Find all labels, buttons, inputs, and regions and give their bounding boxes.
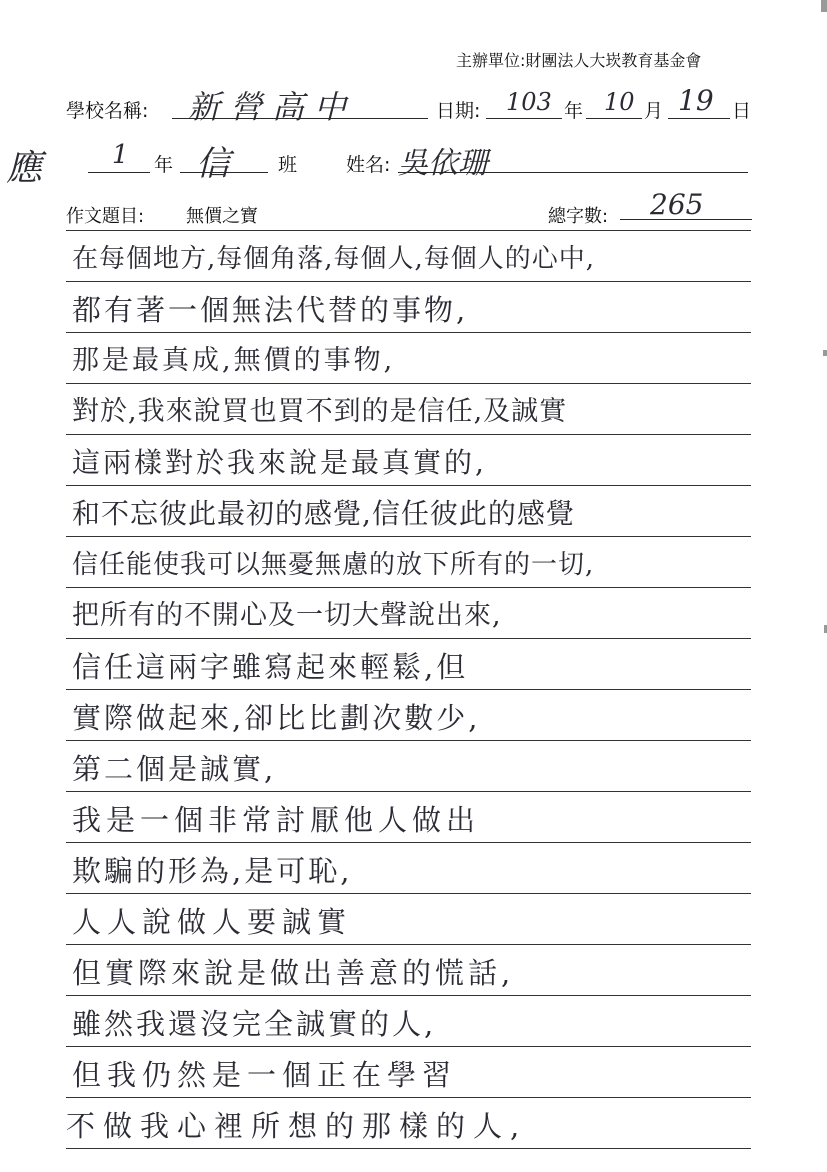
essay-line-2: 都有著一個無法代替的事物, [72,293,469,327]
school-underline [172,118,428,119]
class-unit: 班 [278,154,298,176]
essay-rule [66,791,751,792]
essay-rule [66,995,751,996]
essay-line-14: 人人說做人要誠實 [72,905,353,939]
essay-line-9: 信任這兩字雖寫起來輕鬆,但 [72,650,469,684]
grade-underline [88,172,150,173]
essay-rule [66,281,751,282]
date-month-value: 10 [604,88,635,116]
essay-rule [66,485,751,486]
name-underline [398,172,748,173]
student-name-value: 吳依珊 [398,146,488,181]
essay-line-10: 實際做起來,卻比比劃次數少, [72,701,481,735]
margin-note: 應 [6,148,43,189]
essay-line-16: 雖然我還沒完全誠實的人, [72,1007,437,1041]
essay-line-7: 信任能使我可以無憂無慮的放下所有的一切, [72,550,595,580]
topic-value: 無價之寶 [186,206,258,227]
essay-rule [66,893,751,894]
essay-line-11: 第二個是誠實, [72,752,277,786]
scan-edge-mark [821,0,827,12]
topic-label: 作文題目: [66,206,145,227]
essay-line-6: 和不忘彼此最初的感覺,信任彼此的感覺 [72,497,575,530]
wordcount-label: 總字數: [548,206,609,227]
essay-rule [66,434,751,435]
essay-rule [66,1046,751,1047]
class-underline [180,172,268,173]
essay-line-5: 這兩樣對於我來說是最真實的, [72,446,487,479]
essay-rule [66,842,751,843]
organizer-text: 主辦單位:財團法人大崁教育基金會 [456,51,702,70]
grade-value: 1 [112,140,129,170]
essay-line-8: 把所有的不開心及一切大聲說出來, [72,600,502,631]
year-underline [486,118,562,119]
school-label: 學校名稱: [66,100,149,122]
essay-rule [66,587,751,588]
month-unit: 月 [644,100,664,122]
grade-unit: 年 [154,154,174,176]
essay-rule [66,536,751,537]
scan-edge-mark [823,350,827,356]
essay-line-3: 那是最真成,無價的事物, [72,345,396,376]
essay-line-13: 欺騙的形為,是可恥, [72,854,353,888]
essay-rule [66,1148,751,1149]
essay-line-17: 但我仍然是一個正在學習 [72,1058,458,1092]
essay-rule [66,332,751,333]
date-year-value: 103 [506,88,552,116]
essay-line-15: 但實際來說是做出善意的慌話, [72,956,515,990]
essay-rule [66,740,751,741]
essay-line-4: 對於,我來說買也買不到的是信任,及誠實 [72,396,568,427]
day-underline [668,118,730,119]
essay-rule [66,638,751,639]
essay-line-1: 在每個地方,每個角落,每個人,每個人的心中, [72,244,596,274]
class-value: 信 [196,144,230,184]
day-unit: 日 [732,100,752,122]
name-label: 姓名: [346,154,391,176]
essay-rule [66,230,751,231]
essay-rule [66,944,751,945]
date-label: 日期: [436,100,481,122]
wordcount-underline [620,219,752,220]
essay-rule [66,383,751,384]
essay-line-18: 不做我心裡所想的那樣的人, [66,1109,528,1143]
essay-rule [66,689,751,690]
date-day-value: 19 [678,84,714,117]
wordcount-value: 265 [650,188,704,221]
essay-line-12: 我是一個非常討厭他人做出 [72,803,481,837]
year-unit: 年 [564,100,584,122]
essay-rule [66,1097,751,1098]
month-underline [586,118,642,119]
school-name-value: 新營高中 [188,88,357,126]
